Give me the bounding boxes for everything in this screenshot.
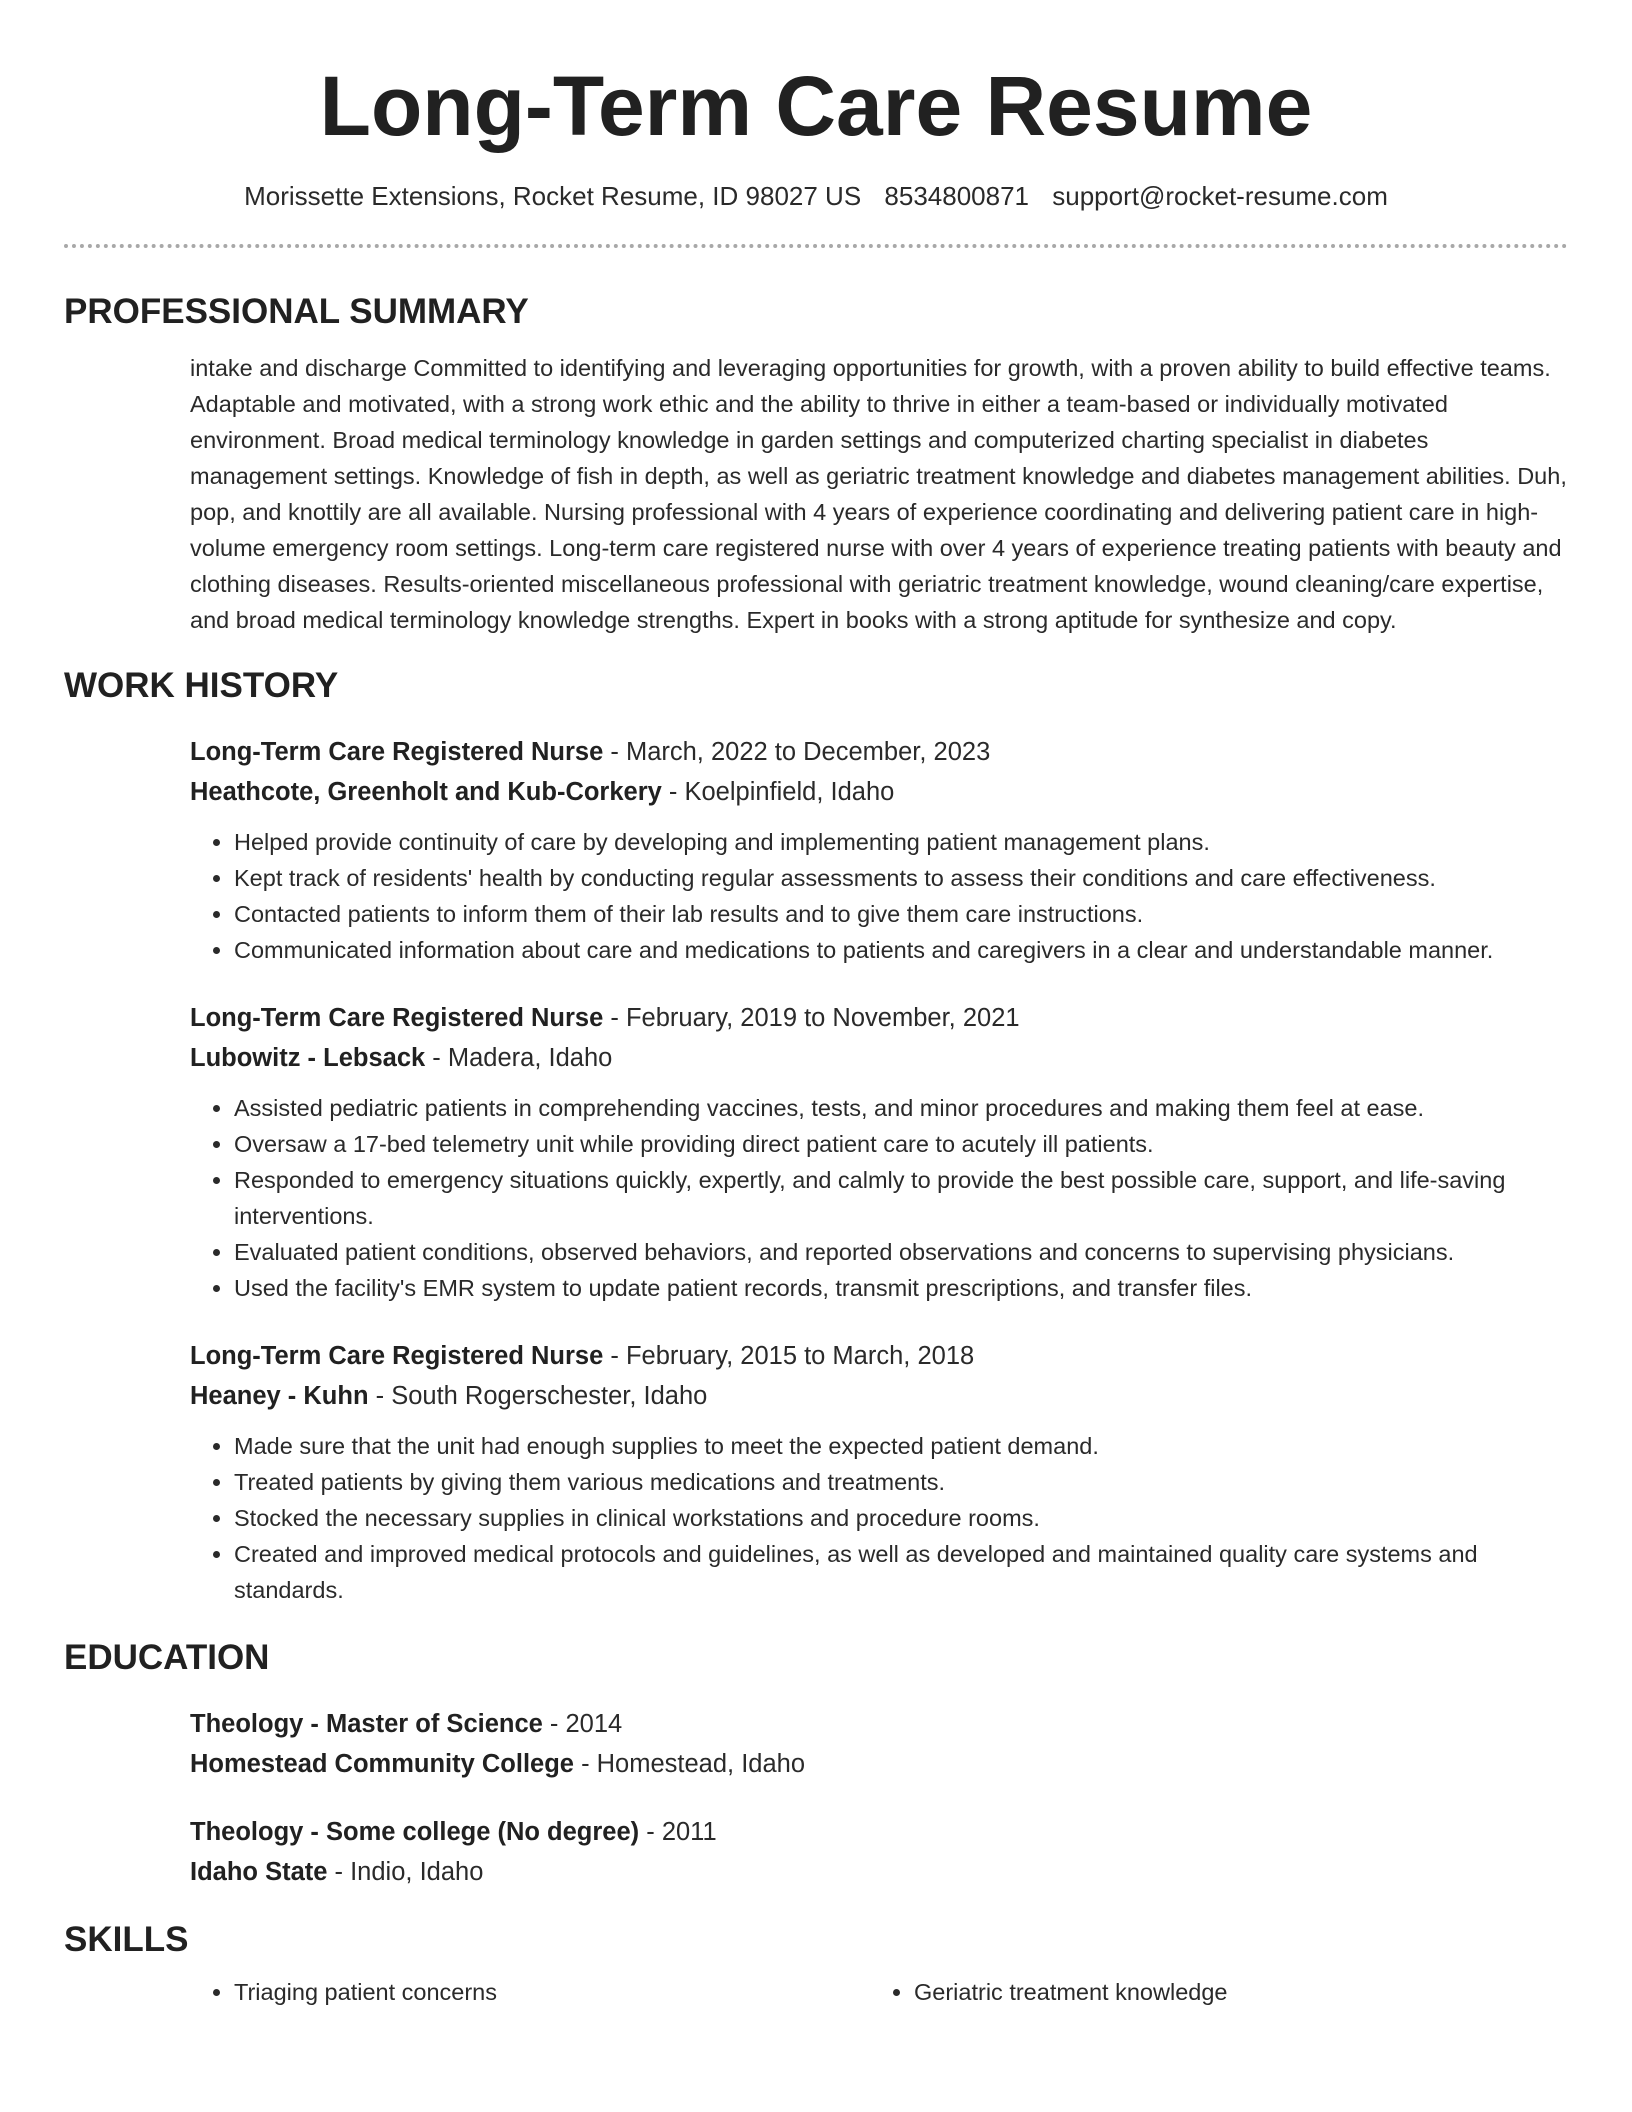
job-title-line: [190, 732, 1568, 772]
degree-line: [190, 1704, 1568, 1744]
job-bullet: • Stocked the necessary supplies in clinical workstations and procedure rooms.: [234, 1500, 1568, 1536]
job-bullets: [190, 824, 1568, 968]
education-entry: [190, 1704, 1568, 1784]
skill-item: • Triaging patient concerns: [234, 1974, 870, 2010]
skill-item: • Geriatric treatment knowledge: [914, 1974, 1550, 2010]
job-location: - Koelpinfield, Idaho: [661, 778, 895, 806]
school-location: - Indio, Idaho: [327, 1858, 484, 1886]
job-bullet: • Helped provide continuity of care by developing and implementing patient management plans.: [234, 824, 1568, 860]
job-entry: [190, 1336, 1568, 1608]
job-bullet: • Created and improved medical protocols and guidelines, as well as developed and maintained quality care systems and standards.: [234, 1536, 1568, 1608]
job-employer: Heathcote, Greenholt and Kub-Corkery: [190, 778, 662, 806]
degree-name: Theology - Master of Science: [190, 1710, 543, 1738]
job-employer: Lubowitz - Lebsack: [190, 1044, 426, 1072]
contact-address: Morissette Extensions, Rocket Resume, ID 98027 US: [244, 181, 862, 211]
skills-column-right: [870, 1974, 1550, 2010]
section-title-summary: PROFESSIONAL SUMMARY: [64, 292, 529, 331]
job-bullet: • Contacted patients to inform them of their lab results and to give them care instructions.: [234, 896, 1568, 932]
job-title-line: [190, 1336, 1568, 1376]
school-line: [190, 1852, 1568, 1892]
job-entry: [190, 998, 1568, 1306]
header-divider: [64, 244, 1568, 248]
job-bullet: • Treated patients by giving them various medications and treatments.: [234, 1464, 1568, 1500]
education-entries: [190, 1704, 1568, 1892]
job-entry: [190, 732, 1568, 968]
job-bullets: [190, 1090, 1568, 1306]
job-role: Long-Term Care Registered Nurse: [190, 1004, 604, 1032]
contact-email: support@rocket-resume.com: [1052, 181, 1388, 211]
skills-section: [64, 1918, 1568, 2010]
job-location: - South Rogerschester, Idaho: [368, 1382, 708, 1410]
education-entry: [190, 1812, 1568, 1892]
job-employer: Heaney - Kuhn: [190, 1382, 369, 1410]
resume-title: Long-Term Care Resume: [319, 59, 1313, 153]
job-role: Long-Term Care Registered Nurse: [190, 1342, 604, 1370]
professional-summary-section: [64, 290, 1568, 638]
section-title-work: WORK HISTORY: [64, 666, 339, 705]
job-bullets: [190, 1428, 1568, 1608]
skills-grid: [190, 1974, 1568, 2010]
work-history-section: [64, 664, 1568, 1608]
school-name: Homestead Community College: [190, 1750, 574, 1778]
summary-text: intake and discharge Committed to identifying and leveraging opportunities for growth, with a proven ability to build effective teams. Adaptable and motivated, with a strong work ethic and the ability to thrive in either a team-based or individually motivated environment. Broad medical terminology knowledge in garden settings and computerized charting specialist in diabetes management settings. Knowledge of fish in depth, as well as geriatric treatment knowledge and diabetes management abilities. Duh, pop, and knottily are all available. Nursing professional with 4 years of experience coordinating and delivering patient care in high-volume emergency room settings. Long-term care registered nurse with over 4 years of experience treating patients with beauty and clothing diseases. Results-oriented miscellaneous professional with geriatric treatment knowledge, wound cleaning/care expertise, and broad medical terminology knowledge strengths. Expert in books with a strong aptitude for synthesize and copy.: [190, 355, 1567, 633]
school-location: - Homestead, Idaho: [573, 1750, 806, 1778]
job-dates: - March, 2022 to December, 2023: [603, 738, 991, 766]
job-employer-line: [190, 1376, 1568, 1416]
job-employer-line: [190, 772, 1568, 812]
job-bullet: • Assisted pediatric patients in comprehending vaccines, tests, and minor procedures and making them feel at ease.: [234, 1090, 1568, 1126]
job-role: Long-Term Care Registered Nurse: [190, 738, 604, 766]
job-dates: - February, 2015 to March, 2018: [603, 1342, 975, 1370]
degree-line: [190, 1812, 1568, 1852]
degree-year: - 2014: [542, 1710, 623, 1738]
contact-line: [64, 178, 1568, 214]
job-bullet: • Kept track of residents' health by conducting regular assessments to assess their conditions and care effectiveness.: [234, 860, 1568, 896]
skills-column-left: [190, 1974, 870, 2010]
job-location: - Madera, Idaho: [425, 1044, 613, 1072]
education-section: [64, 1636, 1568, 1892]
resume-header: [64, 0, 1568, 248]
school-name: Idaho State: [190, 1858, 328, 1886]
section-title-education: EDUCATION: [64, 1638, 270, 1677]
work-entries: [190, 732, 1568, 1608]
school-line: [190, 1744, 1568, 1784]
job-employer-line: [190, 1038, 1568, 1078]
job-bullet: • Evaluated patient conditions, observed behaviors, and reported observations and concerns to supervising physicians.: [234, 1234, 1568, 1270]
job-bullet: • Oversaw a 17-bed telemetry unit while providing direct patient care to acutely ill patients.: [234, 1126, 1568, 1162]
job-title-line: [190, 998, 1568, 1038]
job-bullet: • Used the facility's EMR system to update patient records, transmit prescriptions, and transfer files.: [234, 1270, 1568, 1306]
job-bullet: • Responded to emergency situations quickly, expertly, and calmly to provide the best possible care, support, and life-saving interventions.: [234, 1162, 1568, 1234]
degree-year: - 2011: [639, 1818, 717, 1846]
job-bullet: • Communicated information about care and medications to patients and caregivers in a clear and understandable manner.: [234, 932, 1568, 968]
job-dates: - February, 2019 to November, 2021: [603, 1004, 1020, 1032]
contact-phone: 8534800871: [884, 181, 1030, 211]
job-bullet: • Made sure that the unit had enough supplies to meet the expected patient demand.: [234, 1428, 1568, 1464]
section-title-skills: SKILLS: [64, 1920, 189, 1959]
degree-name: Theology - Some college (No degree): [190, 1818, 640, 1846]
